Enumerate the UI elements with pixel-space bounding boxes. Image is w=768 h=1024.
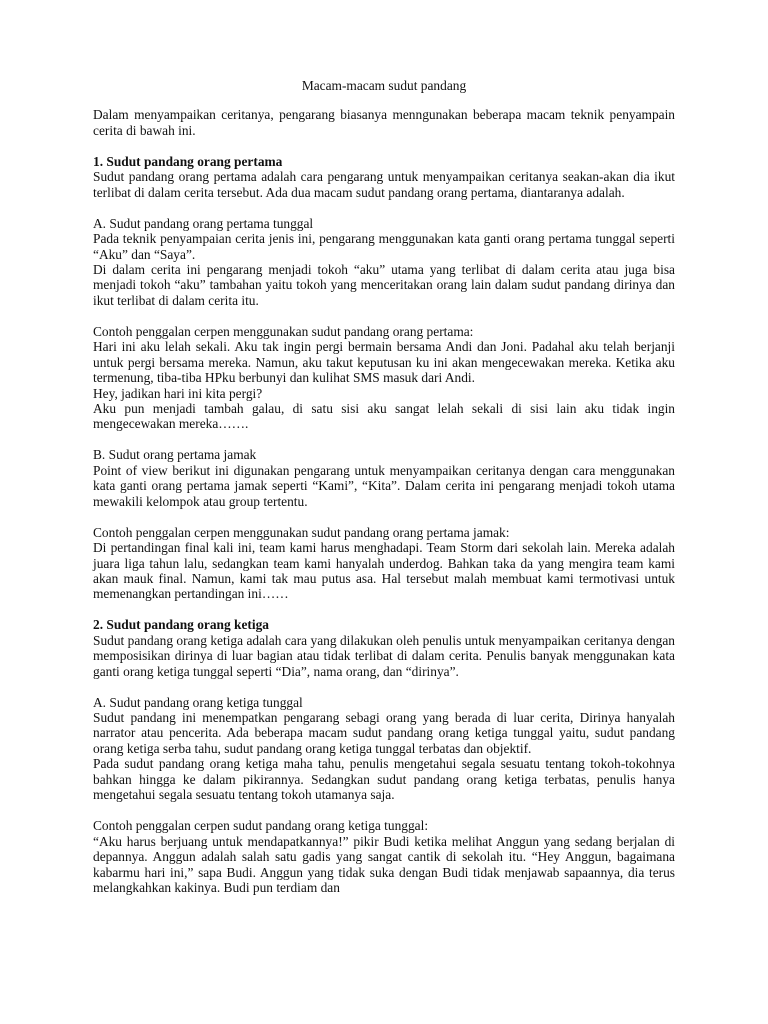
- subheading-first-person-plural: B. Sudut orang pertama jamak: [93, 447, 257, 463]
- paragraph-gap: [93, 803, 675, 818]
- paragraph-gap: [93, 602, 675, 617]
- document-page: [93, 78, 675, 895]
- section-text-third-person: Sudut pandang orang ketiga adalah cara yang dilakukan oleh penulis untuk menyampaikan ceritanya dengan memposisikan dirinya di luar bagian atau tidak terlibat di dalam cerita. Penulis banyak menggunakan kata ganti orang ketiga tunggal seperti “Dia”, nama orang, dan “dirinya”.: [93, 632, 675, 679]
- paragraph-gap: [93, 138, 675, 153]
- paragraph-gap: [93, 432, 675, 447]
- paragraph-gap: [93, 679, 675, 694]
- example-label: Contoh penggalan cerpen sudut pandang orang ketiga tunggal:: [93, 818, 429, 834]
- example-paragraph: “Aku harus berjuang untuk mendapatkannya!” pikir Budi ketika melihat Anggun yang sedang berjalan di depannya. Anggun adalah salah satu gadis yang sangat cantik di sekolah itu. “Hey Anggun, bagaimana kabarmu hari ini,” sapa Budi. Anggun yang tidak suka dengan Budi tidak menjawab sapaannya, dia terus melangkahkan kakinya. Budi pun terdiam dan: [93, 833, 675, 895]
- paragraph: Sudut pandang ini menempatkan pengarang sebagi orang yang berada di luar cerita, Dirinya hanyalah narrator atau pencerita. Ada beberapa macam sudut pandang orang ketiga tunggal yaitu, sudut pandang orang ketiga serba tahu, sudut pandang orang ketiga tunggal terbatas dan objektif.: [93, 710, 675, 756]
- paragraph: Di dalam cerita ini pengarang menjadi tokoh “aku” utama yang terlibat di dalam cerita atau juga bisa menjadi tokoh “aku” tambahan yaitu tokoh yang menceritakan orang lain dalam sudut pandang dirinya dan ikut terlibat di dalam cerita itu.: [93, 261, 675, 308]
- example-paragraph: Hari ini aku lelah sekali. Aku tak ingin pergi bermain bersama Andi dan Joni. Padahal aku telah berjanji untuk pergi bersama mereka. Namun, aku takut keputusan ku ini akan mengecewakan mereka. Ketika aku termenung, tiba-tiba HPku berbunyi dan kulihat SMS masuk dari Andi.: [93, 339, 675, 386]
- example-label: Contoh penggalan cerpen menggunakan sudut pandang orang pertama:: [93, 323, 474, 339]
- page-title: Macam-macam sudut pandang: [301, 78, 467, 93]
- paragraph-gap: [93, 509, 675, 524]
- paragraph: Pada teknik penyampaian cerita jenis ini, pengarang menggunakan kata ganti orang pertama tunggal seperti “Aku” dan “Saya”.: [93, 231, 675, 262]
- subheading-first-person-singular: A. Sudut pandang orang pertama tunggal: [93, 215, 314, 231]
- subheading-third-person-singular: A. Sudut pandang orang ketiga tunggal: [93, 694, 303, 710]
- intro-paragraph: Dalam menyampaikan ceritanya, pengarang biasanya menngunakan beberapa macam teknik penyampain cerita di bawah ini.: [93, 107, 675, 138]
- example-paragraph: Di pertandingan final kali ini, team kami harus menghadapi. Team Storm dari sekolah lain. Mereka adalah juara liga tahun lalu, sedangkan team kami hanyalah underdog. Bahkan taka da yang mengira team kami akan mauk final. Namun, kami tak mau putus asa. Hal tersebut malah membuat kami termotivasi untuk memenangkan pertandingan ini……: [93, 540, 675, 602]
- example-paragraph: Hey, jadikan hari ini kita pergi?: [93, 385, 263, 401]
- paragraph-gap: [93, 200, 675, 215]
- paragraph: Point of view berikut ini digunakan pengarang untuk menyampaikan ceritanya dengan cara menggunakan kata ganti orang pertama jamak seperti “Kami”, “Kita”. Dalam cerita ini pengarang menjadi tokoh utama mewakili kelompok atau group tertentu.: [93, 462, 675, 509]
- paragraph: Pada sudut pandang orang ketiga maha tahu, penulis mengetahui segala sesuatu tentang tokoh-tokohnya bahkan hingga ke dalam pikirannya. Sedangkan sudut pandang orang ketiga terbatas, penulis hanya mengetahui segala sesuatu tentang tokoh utamanya saja.: [93, 756, 675, 803]
- example-label: Contoh penggalan cerpen menggunakan sudut pandang orang pertama jamak:: [93, 524, 510, 540]
- section-text-first-person: Sudut pandang orang pertama adalah cara pengarang untuk menyampaikan ceritanya seakan-akan dia ikut terlibat di dalam cerita tersebut. Ada dua macam sudut pandang orang pertama, diantaranya adalah.: [93, 169, 675, 200]
- paragraph-gap: [93, 308, 675, 323]
- example-paragraph: Aku pun menjadi tambah galau, di satu sisi aku sangat lelah sekali di sisi lain aku tidak ingin mengecewakan mereka…….: [93, 401, 675, 432]
- section-heading-third-person: 2. Sudut pandang orang ketiga: [93, 617, 269, 633]
- section-heading-first-person: 1. Sudut pandang orang pertama: [93, 153, 283, 169]
